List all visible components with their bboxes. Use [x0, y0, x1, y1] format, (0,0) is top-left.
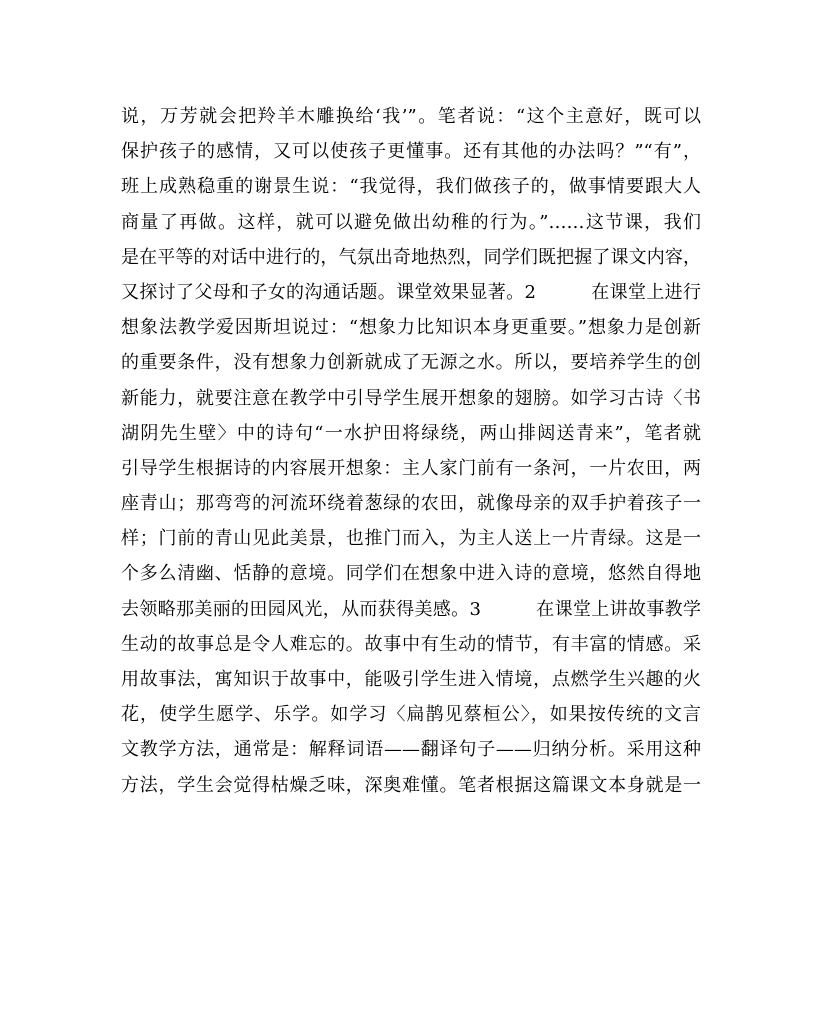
text-line-5: 是在平等的对话中进行的，气氛出奇地热烈，同学们既把握了课文内容， [121, 246, 701, 268]
text-line-14: 个多么清幽、恬静的意境。同学们在想象中进入诗的意境，悠然自得地 [121, 563, 701, 585]
text-line-2: 保护孩子的感情，又可以使孩子更懂事。还有其他的办法吗？”“有”， [121, 141, 701, 163]
text-line-11: 引导学生根据诗的内容展开想象：主人家门前有一条河，一片农田，两 [121, 457, 701, 479]
text-line-4: 商量了再做。这样，就可以避免做出幼稚的行为。”……这节课，我们 [121, 211, 701, 233]
text-line-20: 方法，学生会觉得枯燥乏味，深奥难懂。笔者根据这篇课文本身就是一 [121, 774, 701, 796]
text-line-9: 新能力，就要注意在教学中引导学生展开想象的翅膀。如学习古诗〈书 [121, 387, 701, 409]
body-text [121, 99, 701, 803]
text-line-18: 花，使学生愿学、乐学。如学习〈扁鹊见蔡桓公〉，如果按传统的文言 [121, 704, 701, 726]
text-line-17: 用故事法，寓知识于故事中，能吸引学生进入情境，点燃学生兴趣的火 [121, 669, 701, 690]
text-line-10: 湖阴先生壁〉中的诗句“一水护田将绿绕，两山排闼送青来”，笔者就 [121, 422, 701, 444]
text-line-7: 想象法教学爱因斯坦说过：“想象力比知识本身更重要。”想象力是创新 [121, 317, 701, 339]
text-line-16: 生动的故事总是令人难忘的。故事中有生动的情节，有丰富的情感。采 [121, 633, 701, 655]
text-line-6: 又探讨了父母和子女的沟通话题。课堂效果显著。2 在课堂上进行 [121, 281, 701, 303]
text-line-13: 样；门前的青山见此美景，也推门而入，为主人送上一片青绿。这是一 [121, 528, 701, 550]
text-line-12: 座青山；那弯弯的河流环绕着葱绿的农田，就像母亲的双手护着孩子一 [121, 493, 701, 515]
text-line-8: 的重要条件，没有想象力创新就成了无源之水。所以，要培养学生的创 [121, 352, 701, 374]
text-line-3: 班上成熟稳重的谢景生说：“我觉得，我们做孩子的，做事情要跟大人 [121, 176, 701, 198]
text-line-15: 去领略那美丽的田园风光，从而获得美感。3 在课堂上讲故事教学 [121, 598, 701, 620]
text-line-1: 说，万芳就会把羚羊木雕换给‘我’”。笔者说：“这个主意好，既可以 [121, 106, 701, 127]
text-line-19: 文教学方法，通常是：解释词语——翻译句子——归纳分析。采用这种 [121, 739, 701, 761]
